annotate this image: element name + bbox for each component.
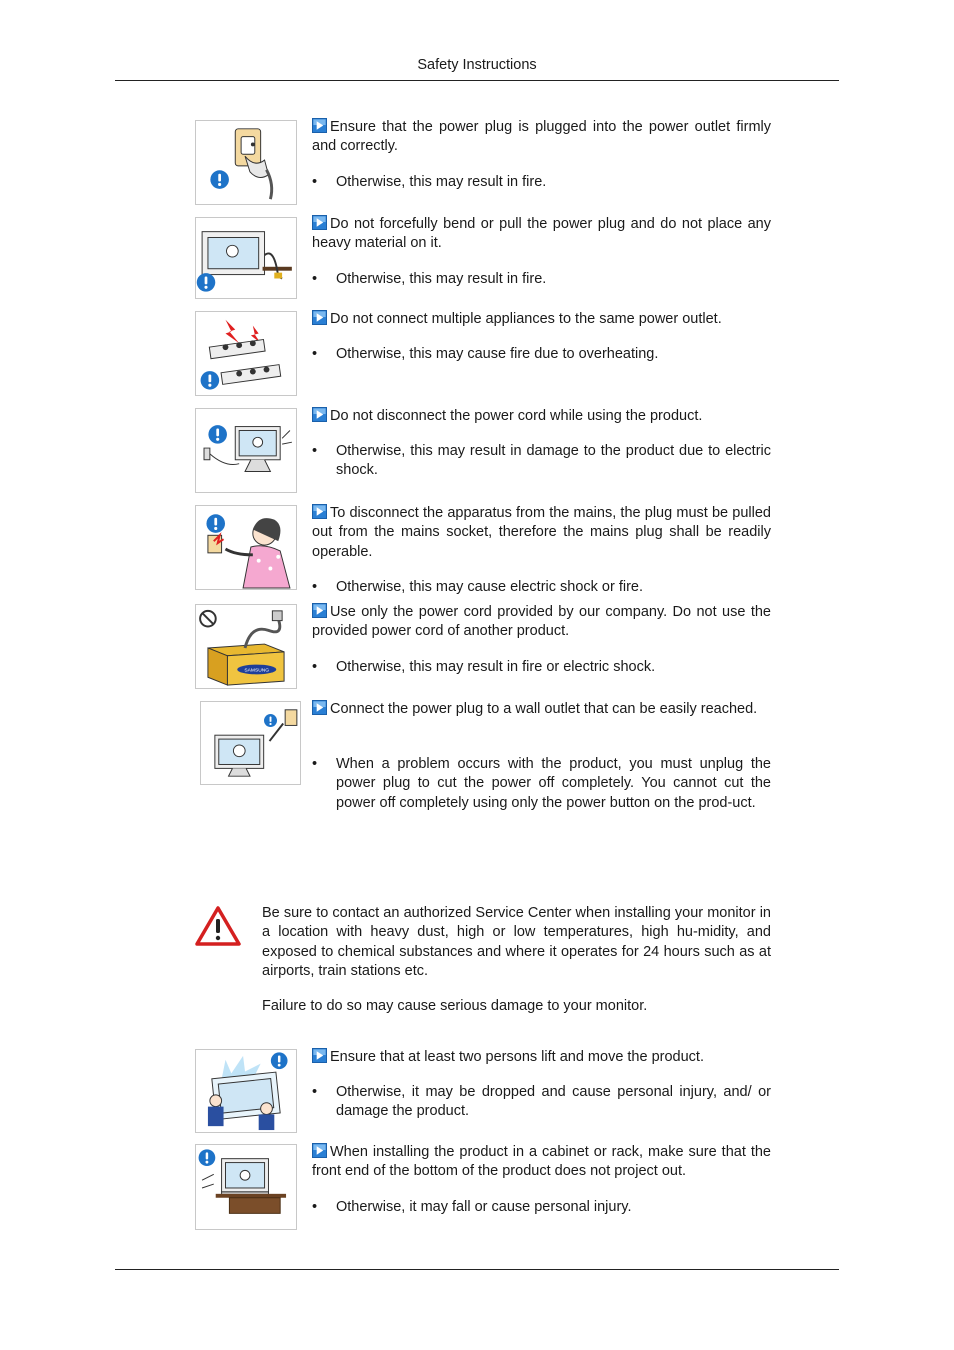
- arrow-bullet-icon: [312, 1048, 327, 1063]
- arrow-bullet-icon: [312, 310, 327, 325]
- bent-cord-monitor-icon: [195, 217, 297, 299]
- item-2-lead: Do not forcefully bend or pull the power plug and do not place any heavy material on it.: [312, 216, 771, 252]
- item-7-lead: Connect the power plug to a wall outlet that can be easily reached.: [312, 700, 771, 719]
- item-2-bullet: • Otherwise, this may result in fire.: [312, 271, 547, 287]
- item-3-bullet: • Otherwise, this may cause fire due to overheating.: [312, 346, 659, 362]
- cabinet-monitor-icon: [195, 1144, 297, 1230]
- arrow-bullet-icon: [312, 215, 327, 230]
- caution-paragraph-2: Failure to do so may cause serious damage to your monitor.: [262, 998, 648, 1014]
- arrow-bullet-icon: [312, 407, 327, 422]
- item-9-lead: When installing the product in a cabinet or rack, make sure that the front end of the bottom of the product does not project out.: [312, 1144, 771, 1180]
- plug-in-outlet-icon: [195, 120, 297, 205]
- page-header-title: Safety Instructions: [417, 57, 537, 73]
- unplug-while-using-icon: [195, 408, 297, 493]
- arrow-bullet-icon: [312, 118, 327, 133]
- item-1-lead: Ensure that the power plug is plugged into the power outlet firmly and correctly.: [312, 119, 771, 155]
- reachable-outlet-icon: [200, 701, 301, 785]
- item-7-bullet: • When a problem occurs with the product, you must unplug the power plug to cut the power off completely. You cannot cut the power off completely using only the power button on the prod-uct.: [312, 756, 771, 811]
- arrow-bullet-icon: [312, 1143, 327, 1158]
- two-persons-lifting-icon: [195, 1049, 297, 1133]
- boxed-power-cord-icon: [195, 604, 297, 689]
- item-8-bullet: • Otherwise, it may be dropped and cause personal injury, and/ or damage the product.: [312, 1084, 771, 1120]
- item-4-bullet: • Otherwise, this may result in damage to the product due to electric shock.: [312, 443, 771, 479]
- arrow-bullet-icon: [312, 504, 327, 519]
- overloaded-power-strip-icon: [195, 311, 297, 396]
- arrow-bullet-icon: [312, 603, 327, 618]
- item-8-lead: Ensure that at least two persons lift and move the product.: [312, 1048, 771, 1067]
- item-5-bullet: • Otherwise, this may cause electric shock or fire.: [312, 579, 644, 595]
- item-1-bullet: • Otherwise, this may result in fire.: [312, 174, 547, 190]
- caution-paragraph-1: Be sure to contact an authorized Service Center when installing your monitor in a location with heavy dust, high or low temperatures, high hu-midity, and exposed to chemical substances and where it operates for 24 hours such as at airports, train stations etc.: [262, 905, 771, 979]
- warning-triangle-icon: [195, 906, 241, 946]
- item-4-lead: Do not disconnect the power cord while using the product.: [312, 407, 771, 426]
- woman-pulling-plug-icon: [195, 505, 297, 590]
- header-rule: [115, 80, 839, 81]
- footer-rule: [115, 1269, 839, 1270]
- item-5-lead: To disconnect the apparatus from the mains, the plug must be pulled out from the mains socket, therefore the mains plug shall be readily operable.: [312, 505, 771, 560]
- item-6-lead: Use only the power cord provided by our company. Do not use the provided power cord of another product.: [312, 604, 771, 640]
- arrow-bullet-icon: [312, 700, 327, 715]
- item-9-bullet: • Otherwise, it may fall or cause personal injury.: [312, 1199, 632, 1215]
- box-brand-label: SAMSUNG: [244, 668, 270, 674]
- item-3-lead: Do not connect multiple appliances to the same power outlet.: [312, 310, 771, 329]
- item-6-bullet: • Otherwise, this may result in fire or electric shock.: [312, 659, 656, 675]
